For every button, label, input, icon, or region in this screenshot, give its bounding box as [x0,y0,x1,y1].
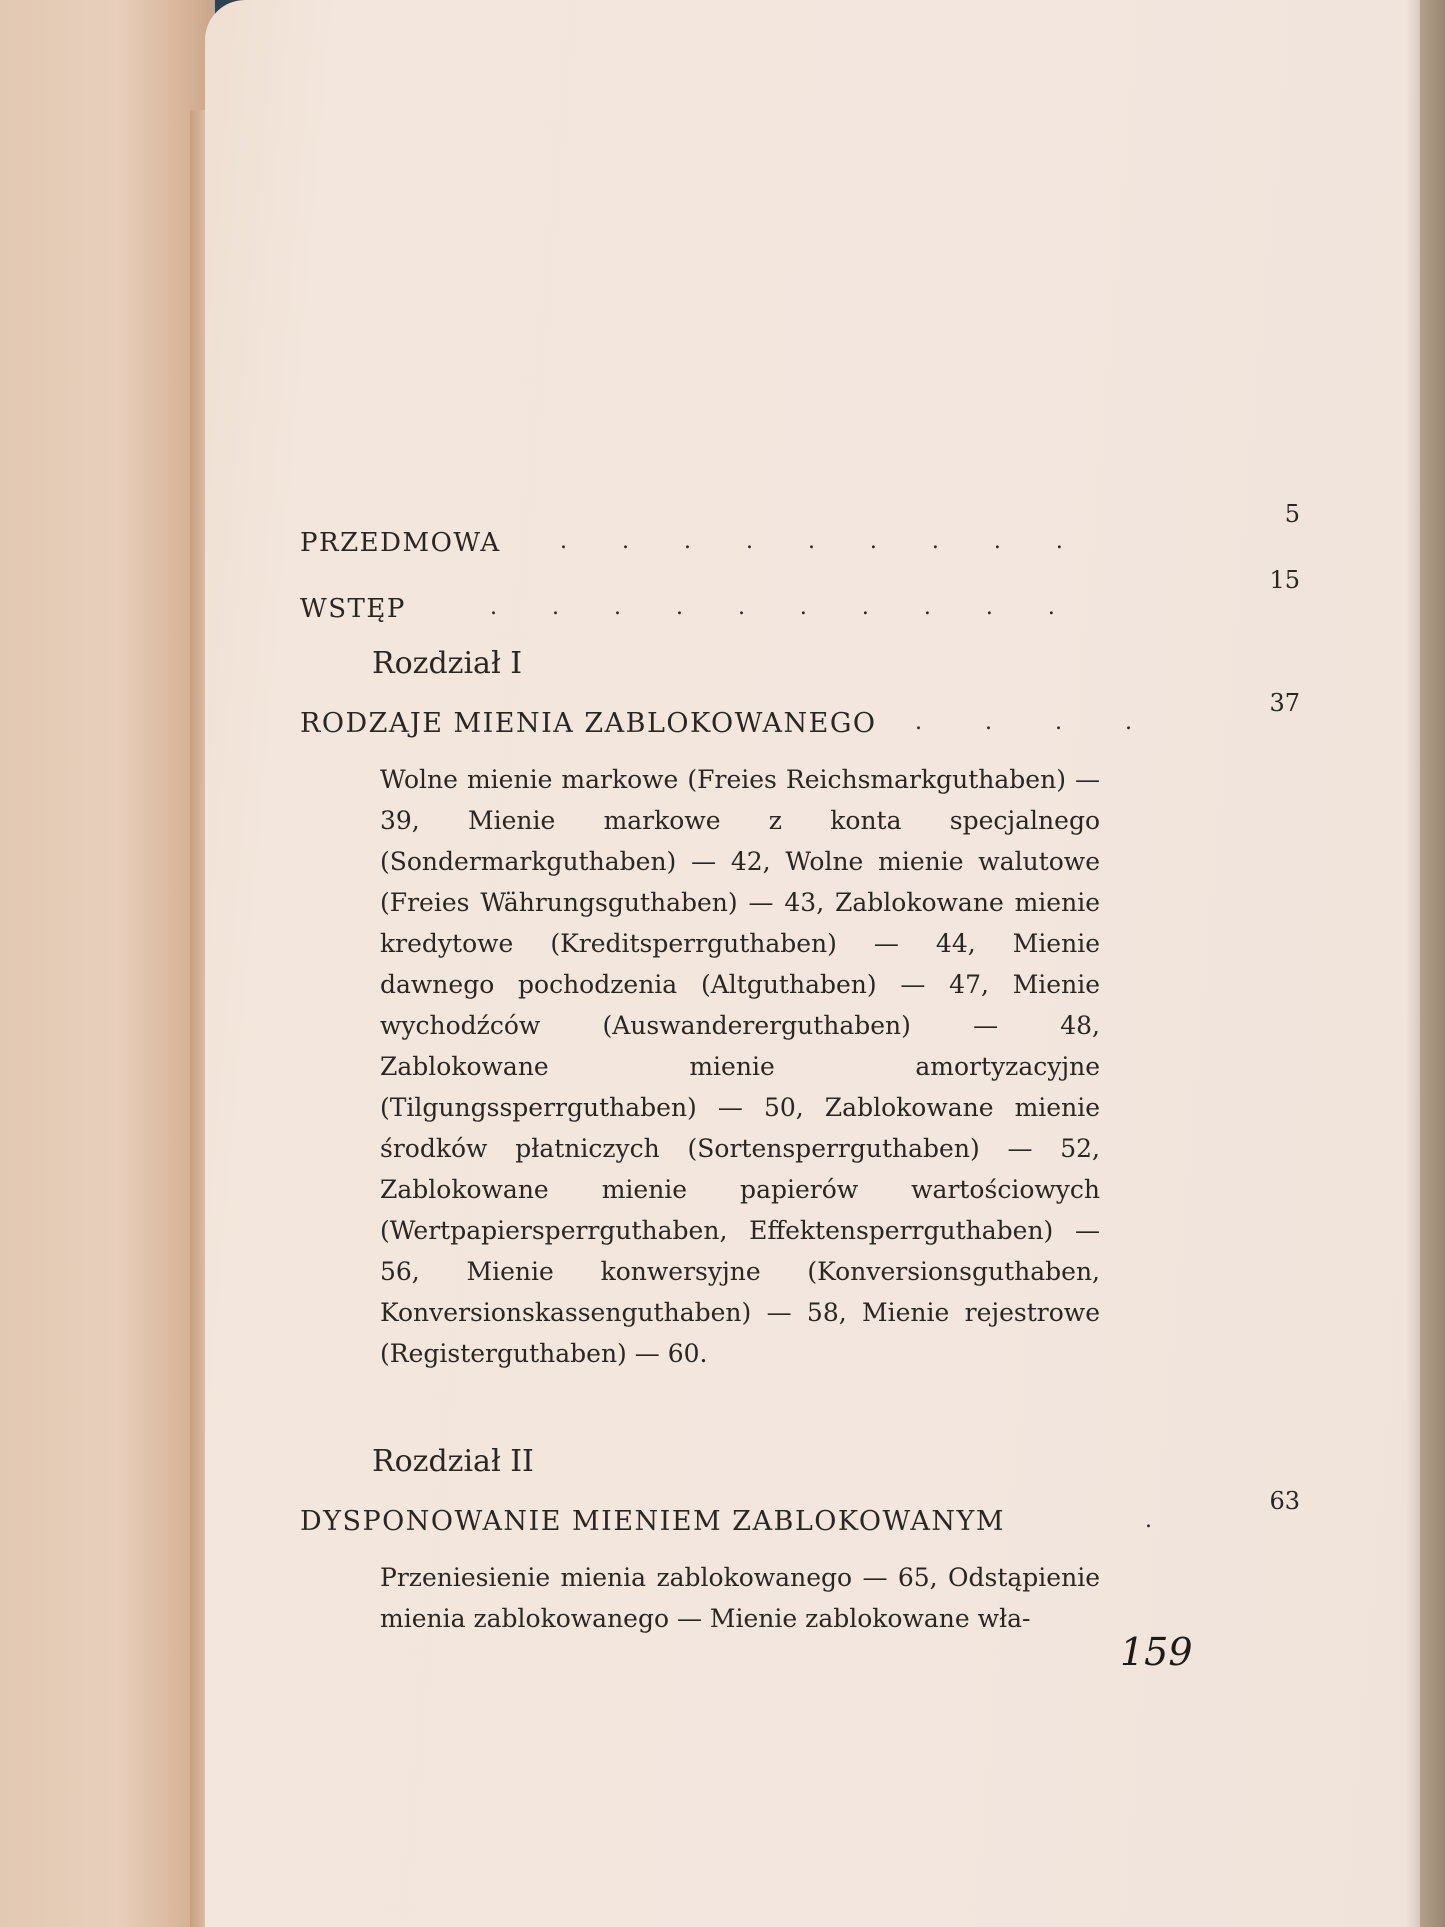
chapter-title: DYSPONOWANIE MIENIEM ZABLOKOWANYM [300,1506,1006,1537]
chapter-page: 63 [1269,1487,1300,1515]
dot-leader: . . . . . . . . . [560,529,1087,554]
toc-entry-przedmowa [300,500,1300,566]
page-edge-shadow [1406,0,1420,1927]
chapter-label: Rozdział I [372,646,523,681]
right-page [205,0,1420,1927]
left-page [0,0,215,1927]
toc-entry-title: WSTĘP [300,594,406,624]
dot-leader: . . . . . . . . . . [490,595,1079,620]
chapter-summary: Wolne mienie markowe (Freies Reichsmarkguthaben) — 39, Mienie markowe z konta specjalnego (Sondermarkguthaben) — 42, Wolne mienie walutowe (Freies Währungsguthaben) — 43, Zablokowane mienie kredytowe (Kreditsperrguthaben) — 44, Mienie dawnego pochodzenia (Altguthaben) — 47, Mienie wychodźców (Auswandererguthaben) — 48, Zablokowane mienie amortyzacyjne (Tilgungssperrguthaben) — 50, Zablokowane mienie środków płatniczych (Sortensperrguthaben) — 52, Zablokowane mienie papierów wartościowych (Wertpapiersperrguthaben, Effektensperrguthaben) — 56, Mienie konwersyjne (Konversionsguthaben, Konversionskassenguthaben) — 58, Mienie rejestrowe (Registerguthaben) — 60. [380,765,1100,1368]
page-number: 159 [1120,1630,1193,1674]
chapter-label: Rozdział II [372,1444,534,1479]
toc-entry-page: 5 [1284,500,1300,528]
chapter-title: RODZAJE MIENIA ZABLOKOWANEGO [300,708,877,739]
chapter-title-row [300,689,1300,745]
dot-leader: . . . . [915,710,1160,735]
toc-entry-title: PRZEDMOWA [300,528,501,558]
chapter-title-row [300,1487,1300,1543]
toc-entry-page: 15 [1269,566,1300,594]
table-of-contents [300,500,1300,1639]
chapter-summary: Przeniesienie mienia zablokowanego — 65, Odstąpienie mienia zablokowanego — Mienie zablokowane wła- [380,1563,1100,1633]
chapter-page: 37 [1269,689,1300,717]
dot-leader: . [1145,1508,1180,1533]
toc-entry-wstep [300,566,1300,632]
